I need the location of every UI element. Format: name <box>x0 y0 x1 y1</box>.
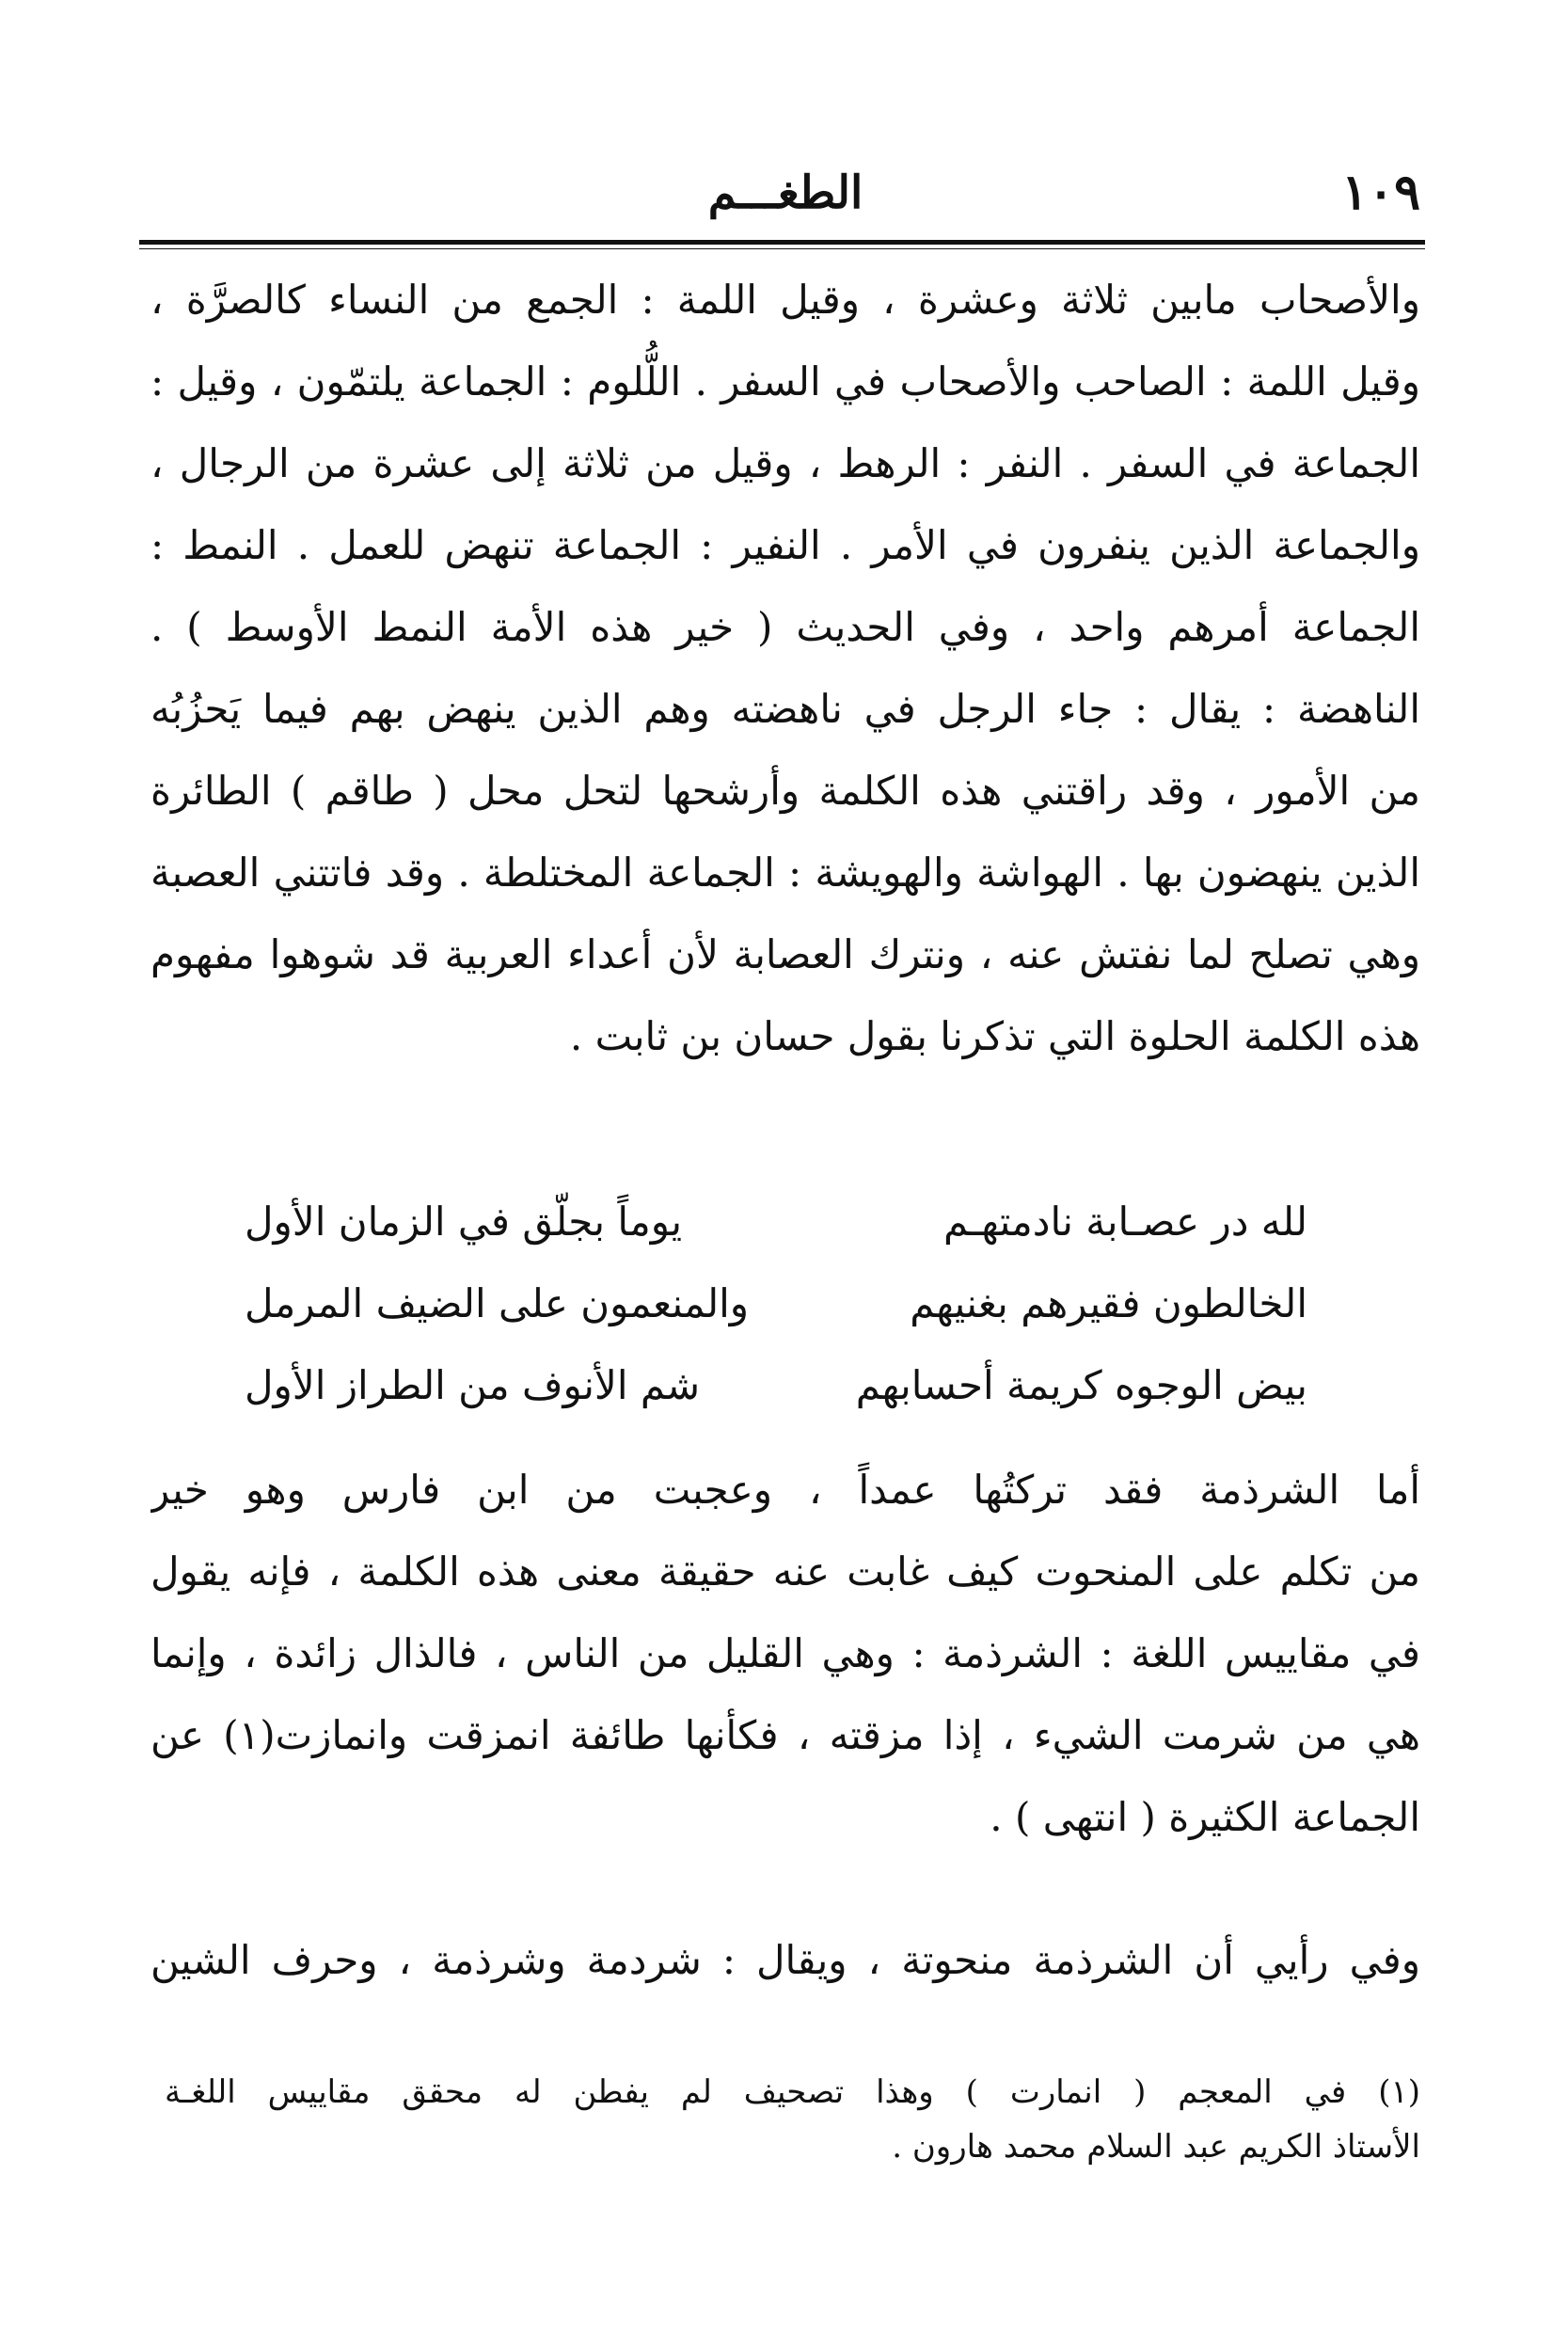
text-line: والجماعة الذين ينفرون في الأمر . النفير : الجماعة تنهض للعمل . النمط : <box>150 522 1420 568</box>
page-number: ١٠٩ <box>1341 164 1420 221</box>
poem-verse <box>245 1344 1307 1426</box>
paragraph-opinion <box>150 1919 1420 2001</box>
text-line: الجماعة في السفر . النفر : الرهط ، وقيل من ثلاثة إلى عشرة من الرجال ، <box>150 440 1420 486</box>
text-line: الجماعة أمرهم واحد ، وفي الحديث ( خير هذه الأمة النمط الأوسط ) . <box>150 604 1420 650</box>
page-header <box>150 160 1420 226</box>
footnote-line: (١) في المعجم ( انمارت ) وهذا تصحيف لم يفطن له محقق مقاييس اللغـة <box>165 2073 1420 2111</box>
text-line: في مقاييس اللغة : الشرذمة : وهي القليل من الناس ، فالذال زائدة ، وإنما <box>150 1630 1420 1676</box>
text-line: والأصحاب مابين ثلاثة وعشرة ، وقيل اللمة : الجمع من النساء كالصرَّة ، <box>150 277 1420 323</box>
text-line: هي من شرمت الشيء ، إذا مزقته ، فكأنها طائفة انمزقت وانمازت(١) عن <box>150 1712 1420 1758</box>
verse-second-hemistich: يوماً بجلّق في الزمان الأول <box>245 1198 683 1245</box>
poem-verse <box>245 1181 1307 1262</box>
text-line: أما الشرذمة فقد تركتُها عمداً ، وعجبت من ابن فارس وهو خير <box>150 1467 1420 1513</box>
text-line: من تكلم على المنحوت كيف غابت عنه حقيقة معنى هذه الكلمة ، فإنه يقول <box>150 1548 1420 1595</box>
header-rule <box>139 240 1425 245</box>
verse-first-hemistich: بيض الوجوه كريمة أحسابهم <box>855 1362 1307 1408</box>
verse-second-hemistich: والمنعمون على الضيف المرمل <box>245 1280 750 1326</box>
text-line: وهي تصلح لما نفتش عنه ، ونترك العصابة لأن أعداء العربية قد شوهوا مفهوم <box>150 931 1420 977</box>
verse-first-hemistich: لله در عصـابة نادمتهـم <box>942 1198 1307 1245</box>
text-line: من الأمور ، وقد راقتني هذه الكلمة وأرشحها لتحل محل ( طاقم ) الطائرة <box>150 768 1420 814</box>
paragraph-shirdhima <box>150 1449 1420 1858</box>
text-line: هذه الكلمة الحلوة التي تذكرنا بقول حسان بن ثابت . <box>569 1013 1420 1059</box>
running-title: الطغـــم <box>707 167 863 219</box>
header-rule-thin <box>139 248 1425 249</box>
text-line: وقيل اللمة : الصاحب والأصحاب في السفر . اللُّلوم : الجماعة يلتمّون ، وقيل : <box>150 358 1420 405</box>
poem-verse <box>245 1262 1307 1344</box>
text-line: الجماعة الكثيرة ( انتهى ) . <box>990 1794 1420 1840</box>
text-line: وفي رأيي أن الشرذمة منحوتة ، ويقال : شردمة وشرذمة ، وحرف الشين <box>150 1937 1420 1983</box>
verse-first-hemistich: الخالطون فقيرهم بغنيهم <box>910 1280 1307 1326</box>
verse-second-hemistich: شم الأنوف من الطراز الأول <box>245 1362 701 1408</box>
text-line: الناهضة : يقال : جاء الرجل في ناهضته وهم الذين ينهض بهم فيما يَحزُبُه <box>150 686 1420 732</box>
text-line: الذين ينهضون بها . الهواشة والهويشة : الجماعة المختلطة . وقد فاتتني العصبة <box>150 849 1420 896</box>
poem-block <box>245 1181 1307 1426</box>
footnote <box>165 2065 1420 2174</box>
paragraph-definitions <box>150 259 1420 1077</box>
footnote-line: الأستاذ الكريم عبد السلام محمد هارون . <box>892 2128 1420 2166</box>
